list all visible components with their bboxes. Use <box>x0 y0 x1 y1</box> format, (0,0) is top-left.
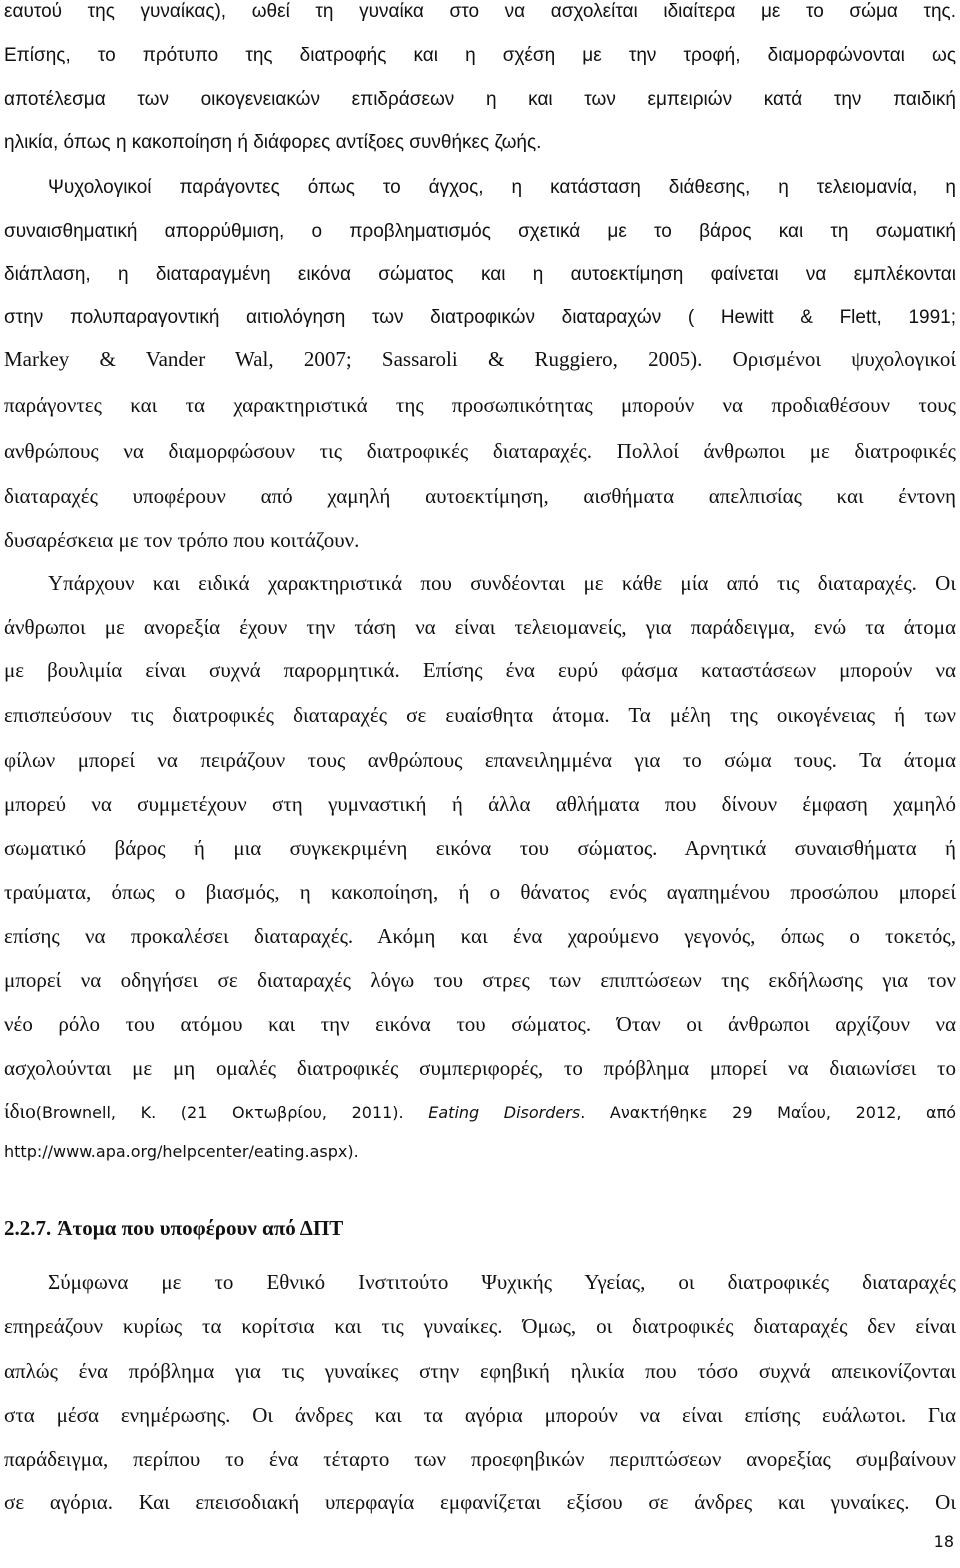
citation-lead: ίδιο <box>4 1099 36 1123</box>
paragraph-2-line: παράγοντες και τα χαρακτηριστικά της προσωπικότητας μπορούν να προδιαθέσουν τους <box>4 393 956 417</box>
paragraph-2-line: Ψυχολογικοί παράγοντες όπως το άγχος, η κατάσταση διάθεσης, η τελειομανία, η <box>48 177 956 198</box>
paragraph-3-line: άνθρωποι με ανορεξία έχουν την τάση να είναι τελειομανείς, για παράδειγμα, ενώ τα άτομα <box>4 615 956 639</box>
paragraph-3-line: μπορεύ να συμμετέχουν στη γυμναστική ή άλλα αθλήματα που δίνουν έμφαση χαμηλό <box>4 792 956 816</box>
paragraph-3-line: τραύματα, όπως ο βιασμός, η κακοποίηση, ή ο θάνατος ενός αγαπημένου προσώπου μπορεί <box>4 880 956 904</box>
paragraph-4-line: σε αγόρια. Και επεισοδιακή υπερφαγία εμφανίζεται εξίσου σε άνδρες και γυναίκες. Οι <box>4 1490 956 1514</box>
paragraph-3-line: μπορεί να οδηγήσει σε διαταραχές λόγω του στρες των επιπτώσεων της εκδήλωσης για τον <box>4 968 956 992</box>
paragraph-2-line: ανθρώπους να διαμορφώσουν τις διατροφικές διαταραχές. Πολλοί άνθρωποι με διατροφικές <box>4 439 956 463</box>
paragraph-4-line: στα μέσα ενημέρωσης. Οι άνδρες και τα αγόρια μπορούν να είναι επίσης ευάλωτοι. Για <box>4 1403 956 1427</box>
paragraph-4-line: απλώς ένα πρόβλημα για τις γυναίκες στην εφηβική ηλικία που τόσο συχνά απεικονίζονται <box>4 1359 956 1383</box>
citation-title: Eating Disorders <box>428 1103 581 1122</box>
paragraph-4-line: Σύμφωνα με το Εθνικό Ινστιτούτο Ψυχικής Υγείας, οι διατροφικές διαταραχές <box>48 1270 956 1294</box>
section-title: Άτομα που υποφέρουν από ΔΠΤ <box>57 1216 344 1240</box>
paragraph-1-line: Επίσης, το πρότυπο της διατροφής και η σχέση με την τροφή, διαμορφώνονται ως <box>4 45 956 66</box>
citation-retrieved: . Ανακτήθηκε 29 Μαΐου, 2012, από <box>580 1103 957 1122</box>
paragraph-3-line: ασχολούνται με μη ομαλές διατροφικές συμπεριφορές, το πρόβλημα μπορεί να διαιωνίσει το <box>4 1056 956 1080</box>
paragraph-3-line: νέο ρόλο του ατόμου και την εικόνα του σώματος. Όταν οι άνθρωποι αρχίζουν να <box>4 1012 956 1036</box>
section-heading <box>4 1216 343 1241</box>
paragraph-4-line: παράδειγμα, περίπου το ένα τέταρτο των προεφηβικών περιπτώσεων ανορεξίας συμβαίνουν <box>4 1447 956 1471</box>
paragraph-4-line: επηρεάζουν κυρίως τα κορίτσια και τις γυναίκες. Όμως, οι διατροφικές διαταραχές δεν είναι <box>4 1314 956 1338</box>
citation-line <box>4 1101 956 1122</box>
paragraph-1-line: αποτέλεσμα των οικογενειακών επιδράσεων η και των εμπειριών κατά την παιδική <box>4 89 956 110</box>
paragraph-3-line: επισπεύσουν τις διατροφικές διαταραχές σε ευαίσθητα άτομα. Τα μέλη της οικογένειας ή των <box>4 703 956 727</box>
paragraph-2-line: στην πολυπαραγοντική αιτιολόγηση των διατροφικών διαταραχών ( Hewitt & Flett, 1991; <box>4 307 956 328</box>
paragraph-1-line: ηλικία, όπως η κακοποίηση ή διάφορες αντίξοες συνθήκες ζωής. <box>4 132 542 153</box>
paragraph-3-line: φίλων μπορεί να πειράζουν τους ανθρώπους επανειλημμένα για το σώμα τους. Τα άτομα <box>4 748 956 772</box>
paragraph-2-line: διαταραχές υποφέρουν από χαμηλή αυτοεκτίμηση, αισθήματα απελπισίας και έντονη <box>4 484 956 508</box>
paragraph-3-line: επίσης να προκαλέσει διαταραχές. Ακόμη και ένα χαρούμενο γεγονός, όπως ο τοκετός, <box>4 924 956 948</box>
page-number: 18 <box>933 1532 954 1551</box>
paragraph-3-line: σωματικό βάρος ή μια συγκεκριμένη εικόνα του σώματος. Αρνητικά συναισθήματα ή <box>4 836 956 860</box>
paragraph-2-line: διάπλαση, η διαταραγμένη εικόνα σώματος και η αυτοεκτίμηση φαίνεται να εμπλέκονται <box>4 264 956 285</box>
citation-reference: (Brownell, K. (21 Οκτωβρίου, 2011). <box>35 1103 429 1122</box>
paragraph-2-line: δυσαρέσκεια με τον τρόπο που κοιτάζουν. <box>4 528 360 552</box>
paragraph-2-line: Markey & Vander Wal, 2007; Sassaroli & Ruggiero, 2005). Ορισμένοι ψυχολογικοί <box>4 347 956 371</box>
paragraph-3-line: Υπάρχουν και ειδικά χαρακτηριστικά που συνδέονται με κάθε μία από τις διαταραχές. Οι <box>48 571 956 595</box>
paragraph-2-line: συναισθηματική απορρύθμιση, ο προβληματισμός σχετικά με το βάρος και τη σωματική <box>4 221 956 242</box>
paragraph-3-line: με βουλιμία είναι συχνά παρορμητικά. Επίσης ένα ευρύ φάσμα καταστάσεων μπορούν να <box>4 658 956 682</box>
citation-url: http://www.apa.org/helpcenter/eating.aspx). <box>4 1142 359 1161</box>
paragraph-1-line: εαυτού της γυναίκας), ωθεί τη γυναίκα στο να ασχολείται ιδιαίτερα με το σώμα της. <box>4 1 956 22</box>
section-number: 2.2.7. <box>4 1216 52 1240</box>
